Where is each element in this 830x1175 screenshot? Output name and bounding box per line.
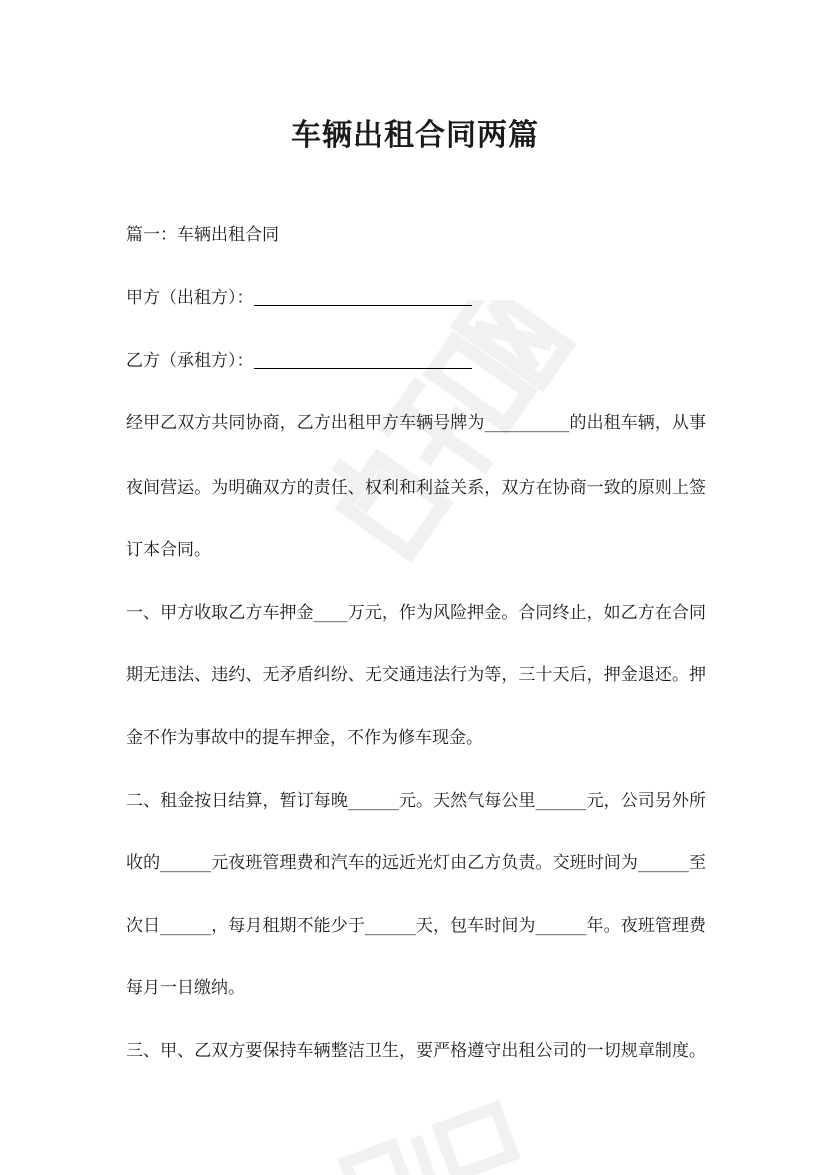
body-line: 夜间营运。为明确双方的责任、权利和利益关系，双方在协商一致的原则上签 <box>126 478 706 498</box>
body-line: 二、租金按日结算，暂订每晚______元。天然气每公里______元，公司另外所 <box>126 791 706 811</box>
body-line: 经甲乙双方共同协商，乙方出租甲方车辆号牌为__________的出租车辆，从事 <box>126 413 706 433</box>
body-line: 收的______元夜班管理费和汽车的远近光灯由乙方负责。交班时间为______至 <box>126 853 706 873</box>
party-a-label: 甲方（出租方）： <box>126 288 254 308</box>
section-heading: 篇一：车辆出租合同 <box>126 225 279 245</box>
body-line: 期无违法、违约、无矛盾纠纷、无交通违法行为等，三十天后，押金退还。押 <box>126 665 706 685</box>
body-line: 一、甲方收取乙方车押金____万元，作为风险押金。合同终止，如乙方在合同 <box>126 603 706 623</box>
body-line: 三、甲、乙双方要保持车辆整洁卫生，要严格遵守出租公司的一切规章制度。 <box>126 1041 706 1061</box>
party-a-line <box>126 283 706 313</box>
body-line: 次日______，每月租期不能少于______天，包车时间为______年。夜班管理费 <box>126 916 706 936</box>
document-title: 车辆出租合同两篇 <box>291 118 539 153</box>
body-line: 每月一日缴纳。 <box>126 978 245 998</box>
watermark-logo-bottom <box>330 1100 550 1175</box>
body-line: 金不作为事故中的提车押金，不作为修车现金。 <box>126 728 483 748</box>
party-b-blank <box>254 348 472 369</box>
body-line: 订本合同。 <box>126 540 211 560</box>
party-b-label: 乙方（承租方）： <box>126 351 254 371</box>
party-a-blank <box>254 285 472 306</box>
party-b-line <box>126 346 706 376</box>
